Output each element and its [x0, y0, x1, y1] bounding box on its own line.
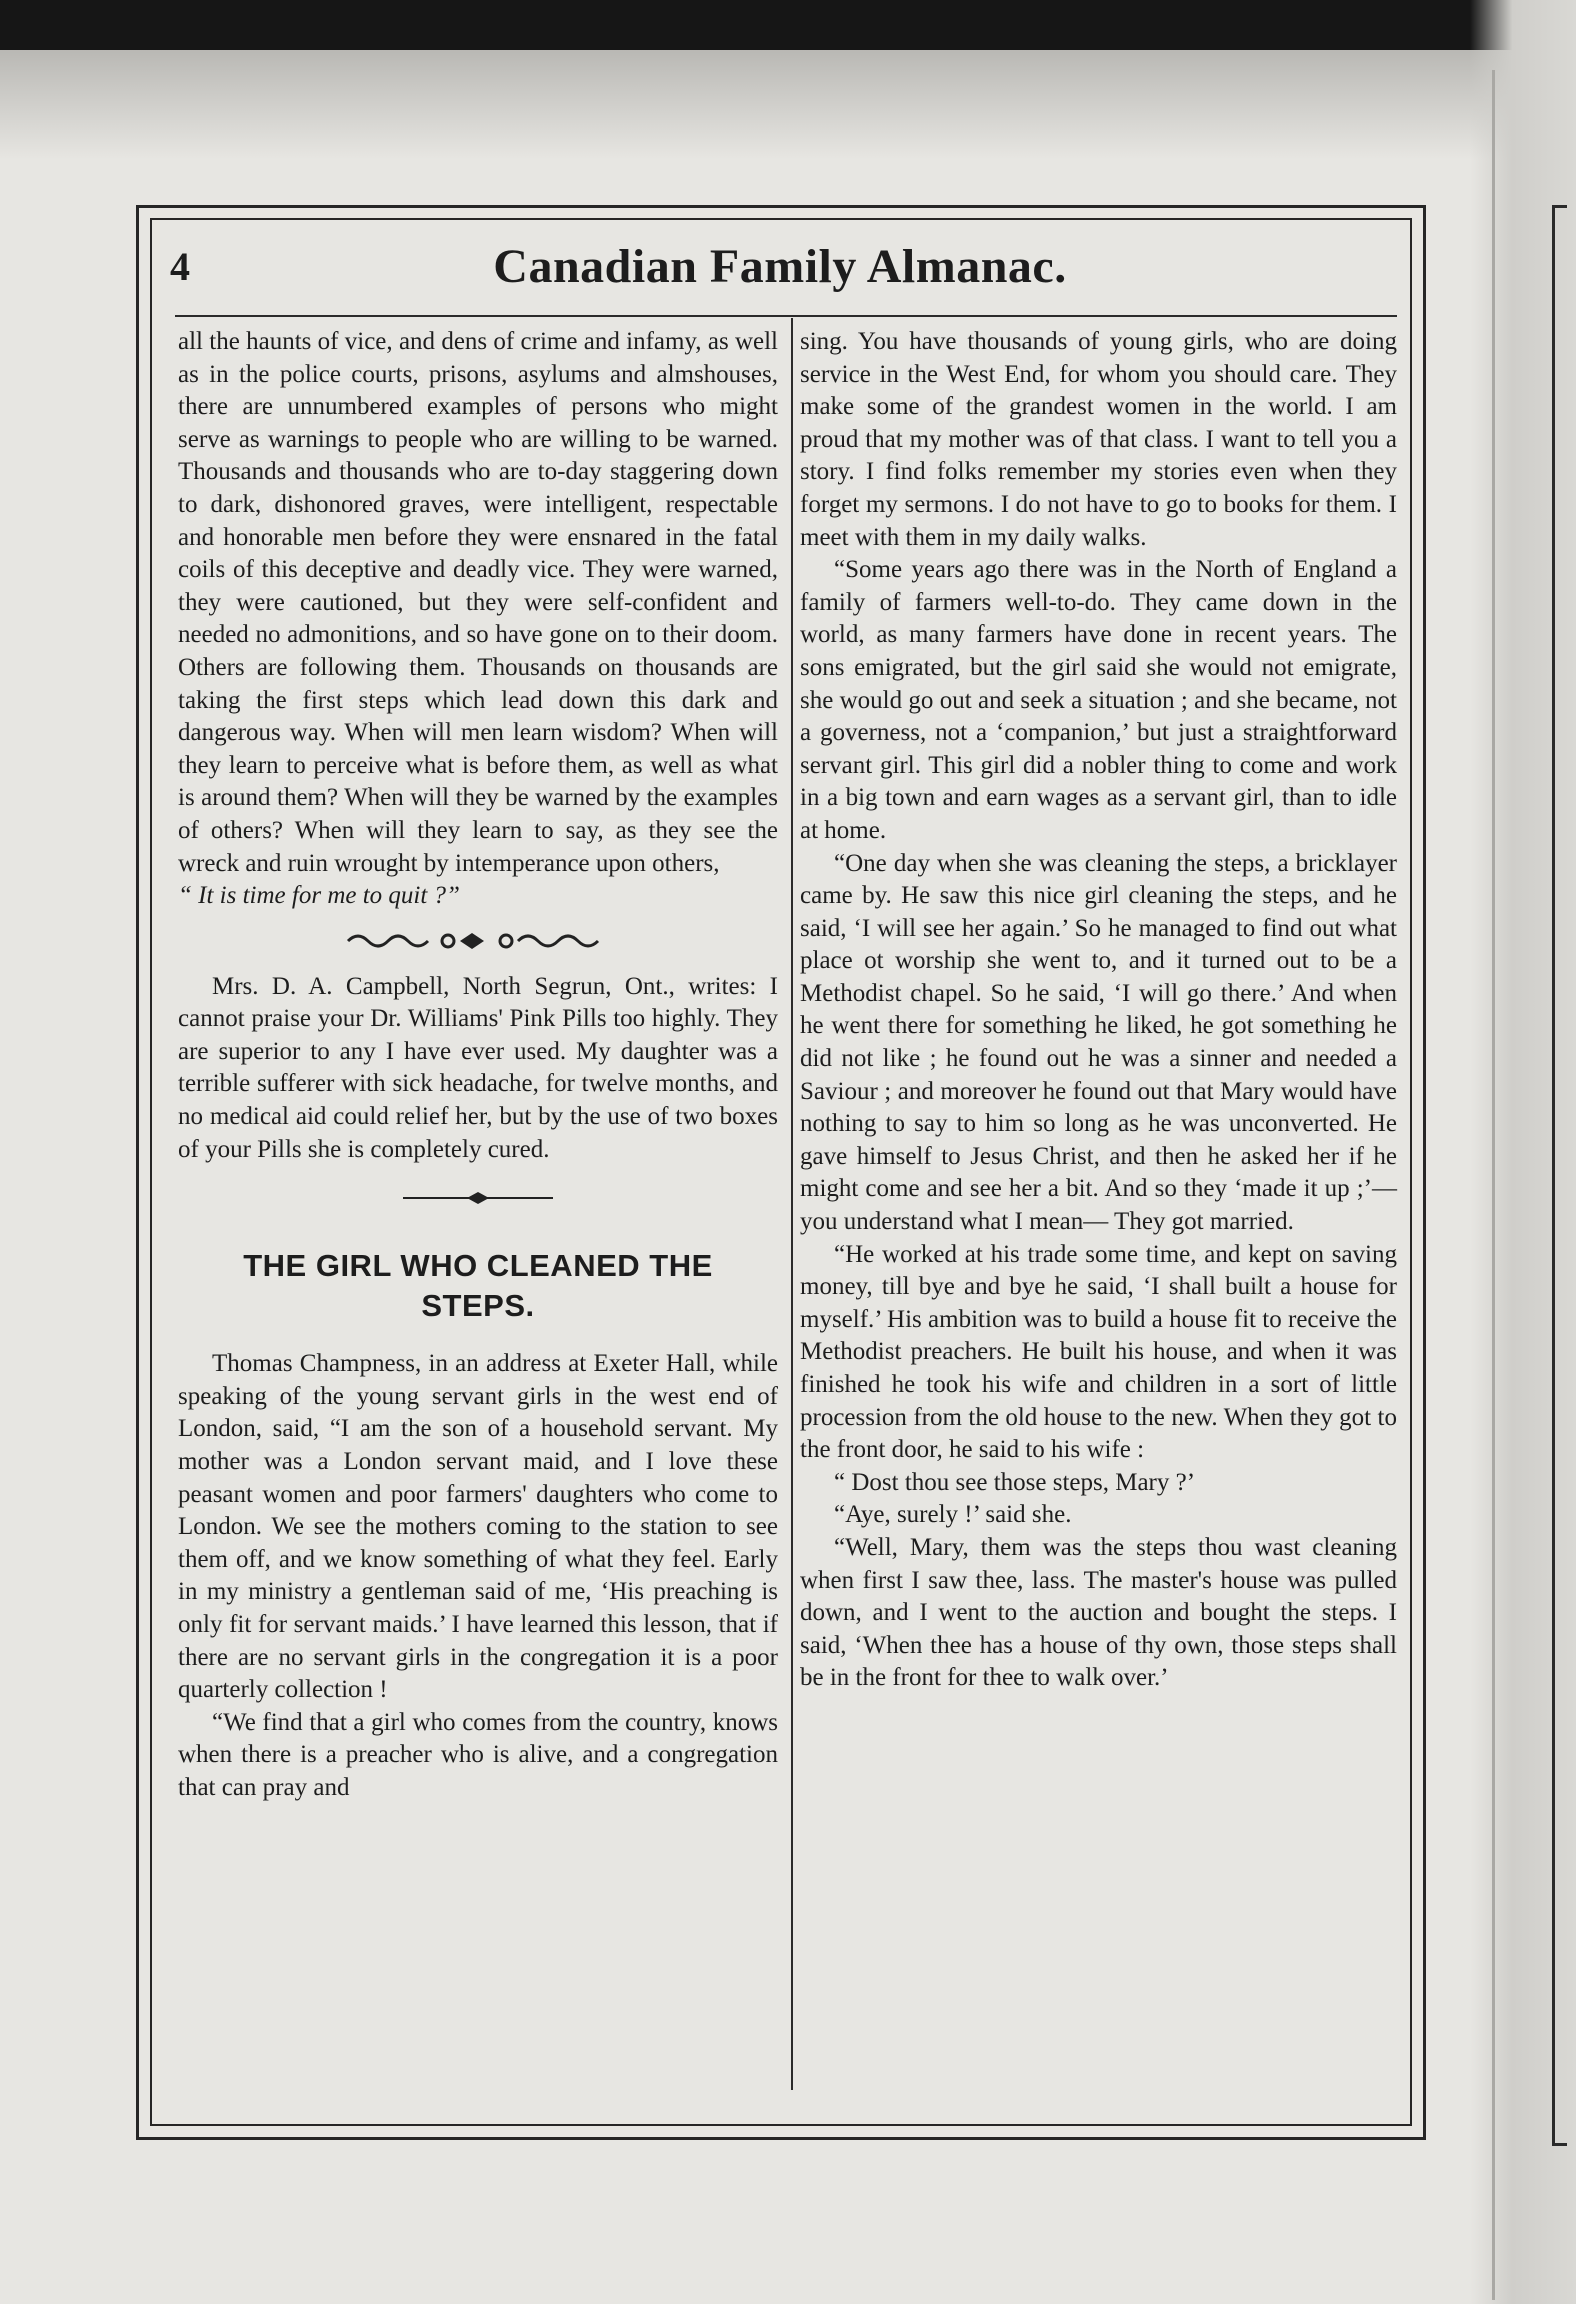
story-paragraph: Thomas Champness, in an address at Exeter Hall, while speaking of the young servant girls in the west end of London, said, “I am the son of a household servant. My mother was a London servant maid, and I love these peasant women and poor farmers' daughters who come to London. We see the mothers coming to the station to see them off, and we know something of what they feel. Early in my ministry a gentleman said of me, ‘His preaching is only fit for servant maids.’ I have learned this lesson, that if there are no servant girls in the congregation it is a poor quarterly collection !	[178, 1350, 778, 1704]
right-column	[800, 326, 1397, 1695]
rule-dot-icon	[403, 1186, 553, 1210]
testimonial-paragraph: Mrs. D. A. Campbell, North Segrun, Ont., writes: I cannot praise your Dr. Williams' Pink Pills too highly. They are superior to any I have ever used. My daughter was a terrible sufferer with sick headache, for twelve months, and no medical aid could relief her, but by the use of two boxes of your Pills she is completely cured.	[178, 972, 778, 1163]
page-fold-line	[1492, 70, 1495, 2300]
left-column	[178, 326, 778, 1805]
story-paragraph: “Some years ago there was in the North of England a family of farmers well-to-do. They came down in the world, as many farmers have done in recent years. The sons emigrated, but the girl said she would not emigrate, she would go out and seek a situation ; and she became, not a governess, not a ‘companion,’ but just a straightforward servant girl. This girl did a nobler thing to come and work in a big town and earn wages as a servant girl, than to idle at home.	[800, 556, 1397, 844]
story-paragraph: “ Dost thou see those steps, Mary ?’	[834, 1468, 1196, 1496]
section-heading-line-1: THE GIRL WHO CLEANED THE	[243, 1248, 713, 1284]
adjacent-page-frame-edge	[1552, 205, 1567, 2146]
column-divider	[791, 318, 793, 2090]
story-paragraph: “We find that a girl who comes from the country, knows when there is a preacher who is alive, and a congregation that can pray and	[178, 1708, 778, 1801]
flourish-icon	[338, 919, 618, 959]
story-paragraph: “One day when she was cleaning the steps, a bricklayer came by. He saw this nice girl cleaning the steps, and he said, ‘I will see her again.’ So he managed to find out what place ot worship she went to, and it turned out to be a Methodist chapel. So he said, ‘I will go there.’ And when he went there for something he liked, he got something he did not like ; he found out he was a sinner and needed a Saviour ; and moreover he found out that Mary would have nothing to say to him so long as he was unconverted. He gave himself to Jesus Christ, and then he asked her if he might come and see her a bit. And so they ‘made it up ;’—you understand what I mean— They got married.	[800, 849, 1397, 1236]
story-paragraph: sing. You have thousands of young girls, who are doing service in the West End, for whom you should care. They make some of the grandest women in the world. I am proud that my mother was of that class. I want to tell you a story. I find folks remember my stories even when they forget my sermons. I do not have to go to books for them. I meet with them in my daily walks.	[800, 328, 1397, 551]
section-heading-line-2: STEPS.	[421, 1288, 535, 1324]
scan-shadow	[0, 50, 1576, 160]
page-number: 4	[170, 244, 190, 289]
section-heading	[178, 1246, 778, 1326]
running-title: Canadian Family Almanac.	[493, 240, 1067, 293]
scan-top-border	[0, 0, 1576, 50]
story-paragraph: “Well, Mary, them was the steps thou wast cleaning when first I saw thee, lass. The master's house was pulled down, and I went to the auction and bought the steps. I said, ‘When thee has a house of thy own, those steps shall be in the front for thee to walk over.’	[800, 1533, 1397, 1692]
story-paragraph: “He worked at his trade some time, and kept on saving money, till bye and bye he said, ‘I shall built a house for myself.’ His ambition was to build a house fit to receive the Methodist preachers. He built his house, and when it was finished he took his wife and children in a sort of little procession from the old house to the new. When they got to the front door, he said to his wife :	[800, 1240, 1397, 1464]
intro-quote: “ It is time for me to quit ?”	[178, 882, 460, 910]
short-rule-divider	[178, 1186, 778, 1246]
story-paragraph: “Aye, surely !’ said she.	[834, 1501, 1072, 1529]
header-rule	[175, 315, 1397, 317]
intro-paragraph: all the haunts of vice, and dens of crime and infamy, as well as in the police courts, prisons, asylums and almshouses, there are unnumbered examples of persons who might serve as warnings to people who are willing to be warned. Thousands and thousands who are to-day staggering down to dark, dishonored graves, were intelligent, respectable and honorable men before they were ensnared in the fatal coils of this deceptive and deadly vice. They were warned, they were cautioned, but they were self-confident and needed no admonitions, and so have gone on to their doom. Others are following them. Thousands on thousands are taking the first steps which lead down this dark and dangerous way. When will men learn wisdom? When will they learn to perceive what is before them, as well as what is around them? When will they be warned by the examples of others? When will they learn to say, as they see the wreck and ruin wrought by intemperance upon others,	[178, 328, 778, 877]
ornament-divider	[178, 919, 778, 971]
